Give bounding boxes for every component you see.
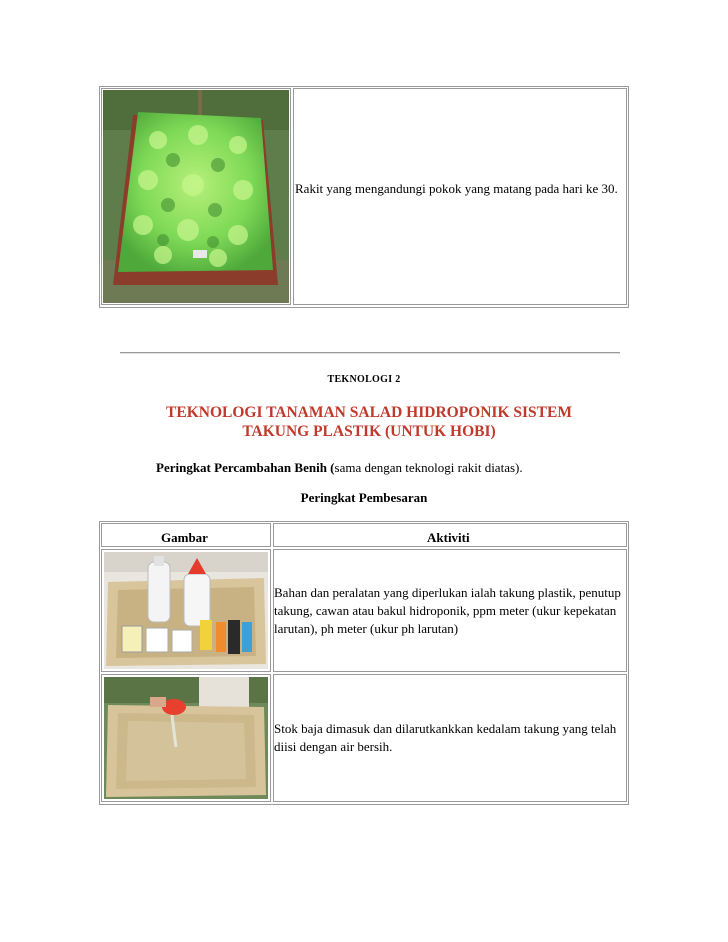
header-gambar: Gambar	[161, 530, 208, 545]
stage-germination	[156, 460, 523, 476]
tank-filling-photo	[104, 677, 268, 799]
top-caption: Rakit yang mengandungi pokok yang matang pada hari ke 30.	[295, 181, 618, 196]
row2-activity: Stok baja dimasuk dan dilarutkankkan kedalam takung yang telah diisi dengan air bersih.	[274, 721, 617, 754]
section-label: TEKNOLOGI 2	[327, 374, 401, 385]
stage-germination-bold: Peringkat Percambahan Benih (	[156, 460, 335, 475]
page-title	[149, 403, 589, 441]
header-aktiviti: Aktiviti	[427, 530, 470, 545]
equipment-photo	[104, 552, 268, 669]
row1-activity: Bahan dan peralatan yang diperlukan ialah takung plastik, penutup takung, cawan atau bakul hidroponik, ppm meter (ukur kepekatan larutan), ph meter (ukur ph larutan)	[274, 585, 621, 636]
title-line-1: TEKNOLOGI TANAMAN SALAD HIDROPONIK SISTEM	[166, 404, 572, 421]
lettuce-raft-photo	[103, 90, 289, 303]
stage-growth-heading: Peringkat Pembesaran	[300, 490, 428, 505]
stage-germination-note: sama dengan teknologi rakit diatas).	[334, 460, 523, 475]
horizontal-divider	[120, 352, 620, 354]
title-line-2: TAKUNG PLASTIK (UNTUK HOBI)	[242, 423, 496, 440]
